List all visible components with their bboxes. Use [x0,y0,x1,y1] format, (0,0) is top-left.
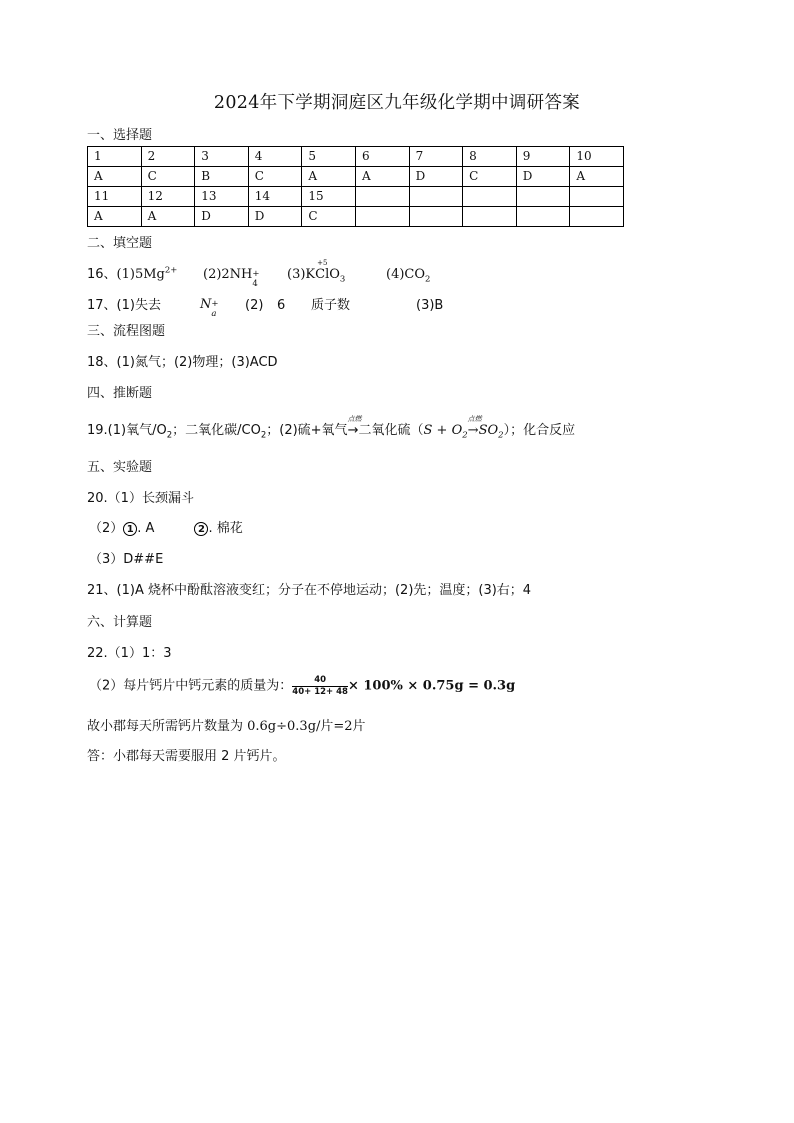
question-21: 21、(1)A 烧杯中酚酞溶液变红；分子在不停地运动；(2)先；温度；(3)右；4 [87,583,532,598]
section-heading-fill: 二、填空题 [87,236,153,251]
question-20-line-3: （3）D##E [89,552,164,567]
fraction: $\frac{40}{40+ 12+ 48}$ [292,675,348,697]
table-cell: 8 [463,147,517,167]
table-cell [409,187,463,207]
table-row [88,147,624,167]
table-cell: 14 [248,187,302,207]
question-17-part-3: (3)B [416,298,444,313]
table-cell: C [248,167,302,187]
table-cell: 4 [248,147,302,167]
table-cell: 3 [195,147,249,167]
sodium-ion: N + a [200,297,219,319]
table-cell [355,207,409,227]
question-17-value: 6 [277,298,286,313]
question-16-part-3: (3)K +5 ClO$_3$ [287,259,346,285]
table-row [88,187,624,207]
question-20-line-1: 20.（1）长颈漏斗 [87,491,194,506]
circled-number-2: 2 [194,522,208,536]
section-heading-inference: 四、推断题 [87,386,153,401]
page-title: 2024年下学期洞庭区九年级化学期中调研答案 [213,93,581,113]
table-cell: C [141,167,195,187]
table-row [88,167,624,187]
table-cell: D [409,167,463,187]
section-heading-calculation: 六、计算题 [87,615,153,630]
question-19: 19.(1)氧气$/O_2$；二氧化碳$/CO_2$；(2)硫+氧气 点燃 →二氧化硫（$S + O_2$ 点燃 $\to SO_2$）；化合反应 [87,415,576,441]
table-cell: A [141,207,195,227]
table-row [88,207,624,227]
table-cell: C [463,167,517,187]
table-cell: A [355,167,409,187]
table-cell: 6 [355,147,409,167]
reaction-arrow: 点燃 → [347,415,362,438]
question-20-line-2: （2） 1 . A 2 . 棉花 [89,521,243,536]
table-cell [570,207,624,227]
table-cell: D [195,207,249,227]
circled-number-1: 1 [123,522,137,536]
table-cell [516,187,570,207]
table-cell [463,207,517,227]
table-cell: D [248,207,302,227]
table-cell: A [302,167,356,187]
table-cell: 5 [302,147,356,167]
table-cell: 15 [302,187,356,207]
table-cell: C [302,207,356,227]
table-cell: 13 [195,187,249,207]
table-cell [570,187,624,207]
question-16: 16、$(1)5Mg^{2+}$ [87,265,178,282]
table-cell: 10 [570,147,624,167]
question-16-part-4: $(4)CO_2$ [386,267,431,285]
section-heading-flowchart: 三、流程图题 [87,324,166,339]
table-cell: A [88,167,142,187]
table-cell [355,187,409,207]
question-22-line-3: 故小郡每天所需钙片数量为 0.6g÷0.3g/片=2片 [87,719,366,734]
table-cell: 12 [141,187,195,207]
table-cell [463,187,517,207]
table-cell: 2 [141,147,195,167]
question-17-text: 质子数 [311,298,351,313]
table-cell: 7 [409,147,463,167]
question-22-line-2: （2）每片钙片中钙元素的质量为： $\frac{40}{40+ 12+ 48}$ × 100% × 0.75g = 0.3g [89,675,516,697]
table-cell: B [195,167,249,187]
table-cell: D [516,167,570,187]
answer-table [87,146,624,227]
equation: $S + O_2$ 点燃 $\to SO_2$ [423,415,504,441]
table-cell [409,207,463,227]
table-cell: 9 [516,147,570,167]
table-cell: A [88,207,142,227]
question-17: 17、(1)失去 [87,298,161,313]
table-cell: A [570,167,624,187]
question-22-line-1: 22.（1）1：3 [87,646,172,661]
question-17-part-2: (2) [245,298,264,313]
table-cell [516,207,570,227]
equation-arrow: 点燃 → [467,415,482,438]
question-22-answer: 答：小郡每天需要服用 2 片钙片。 [87,749,286,764]
question-18: 18、(1)氮气；(2)物理；(3)ACD [87,355,278,370]
section-heading-choice: 一、选择题 [87,128,153,143]
table-cell: 1 [88,147,142,167]
question-16-part-2: (2)2NH + 4 [203,267,260,289]
section-heading-experiment: 五、实验题 [87,460,153,475]
table-cell: 11 [88,187,142,207]
